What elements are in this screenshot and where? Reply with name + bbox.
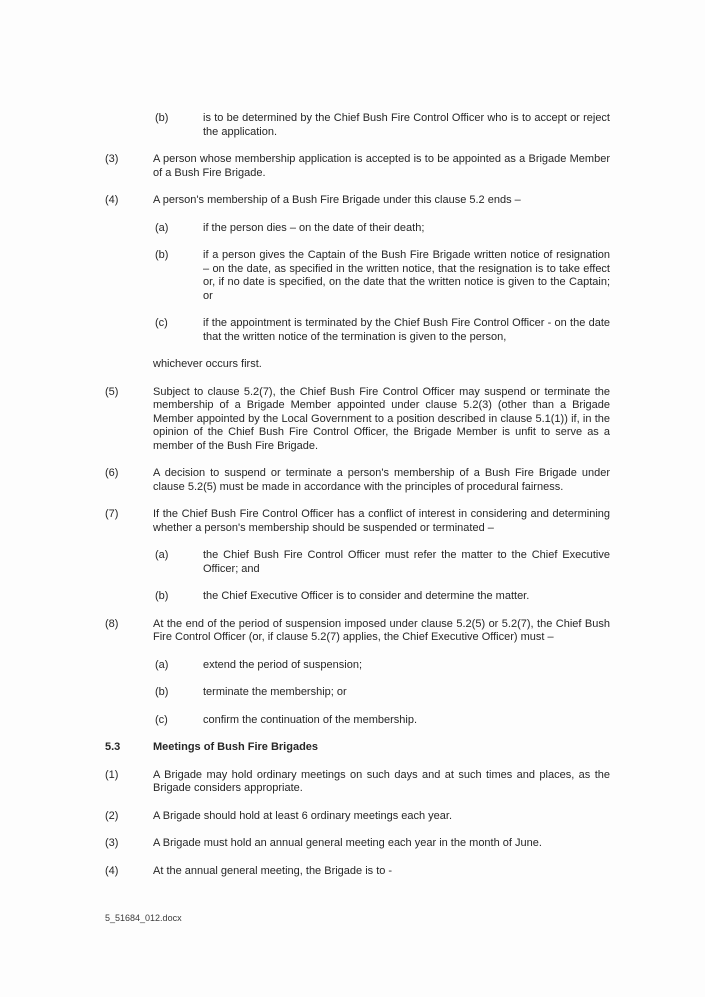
subclause-text: is to be determined by the Chief Bush Fire Control Officer who is to accept or reject the application. (203, 112, 610, 138)
clause-item (105, 769, 610, 796)
subclause-text: the Chief Bush Fire Control Officer must refer the matter to the Chief Executive Officer; and (203, 549, 610, 575)
subclause-text: confirm the continuation of the membership. (203, 713, 418, 726)
subclause-item (155, 659, 610, 673)
subclause-item (155, 222, 610, 236)
section-title: Meetings of Bush Fire Brigades (153, 741, 319, 753)
clause-label: (7) (105, 508, 119, 520)
subclause-item (155, 686, 610, 700)
clause-label: (5) (105, 385, 119, 398)
subclause-label: (b) (155, 590, 169, 602)
clause-text: Subject to clause 5.2(7), the Chief Bush Fire Control Officer may suspend or terminate the membership of a Brigade Member appointed under clause 5.2(3) (other than a Brigade Member appointed by the Local Government to a position described in clause 5.1(1)) if, in the opinion of the Chief Bush Fire Control Officer, the Brigade Member is unfit to serve as a member of the Bush Fire Brigade. (153, 385, 610, 452)
document-content (105, 112, 610, 892)
clause-text: At the end of the period of suspension imposed under clause 5.2(5) or 5.2(7), the Chief Bush Fire Control Officer (or, if clause 5.2(7) applies, the Chief Executive Officer) must – (153, 617, 610, 643)
subclause-label: (a) (155, 549, 169, 561)
clause-item (105, 618, 610, 645)
clause-item (105, 386, 610, 454)
clause-text: A decision to suspend or terminate a person's membership of a Bush Fire Brigade under clause 5.2(5) must be made in accordance with the principles of procedural fairness. (153, 467, 610, 493)
subclause-item (155, 317, 610, 344)
clause-text: A Brigade should hold at least 6 ordinary meetings each year. (153, 809, 453, 822)
subclause-item (155, 549, 610, 576)
clause-item (105, 153, 610, 180)
clause-continuation-text: whichever occurs first. (153, 358, 262, 370)
subclause-text: if the appointment is terminated by the Chief Bush Fire Control Officer - on the date that the written notice of the termination is given to the person, (203, 317, 610, 343)
clause-item (105, 865, 610, 879)
subclause-label: (a) (155, 221, 169, 234)
clause-label: (4) (105, 194, 119, 206)
clause-text: A person's membership of a Bush Fire Brigade under this clause 5.2 ends – (153, 194, 521, 206)
clause-text: A Brigade must hold an annual general meeting each year in the month of June. (153, 837, 542, 849)
subclause-label: (b) (155, 112, 169, 124)
section-number: 5.3 (105, 741, 121, 753)
clause-item (105, 467, 610, 494)
subclause-text: terminate the membership; or (203, 686, 347, 698)
clause-label: (6) (105, 467, 119, 479)
clause-text: At the annual general meeting, the Brigade is to - (153, 864, 393, 877)
footer-filename: 5_51684_012.docx (105, 913, 182, 923)
subclause-item (155, 714, 610, 728)
clause-label: (3) (105, 153, 119, 165)
clause-text: A Brigade may hold ordinary meetings on such days and at such times and places, as the Brigade considers appropriate. (153, 768, 610, 794)
section-heading (105, 741, 610, 755)
clause-label: (8) (105, 617, 119, 630)
subclause-label: (b) (155, 686, 169, 698)
subclause-label: (c) (155, 317, 168, 329)
clause-label: (3) (105, 837, 119, 849)
clause-item (105, 508, 610, 535)
clause-label: (1) (105, 768, 119, 781)
subclause-item (155, 112, 610, 139)
subclause-text: if the person dies – on the date of their death; (203, 221, 425, 234)
clause-item (105, 810, 610, 824)
subclause-text: if a person gives the Captain of the Bush Fire Brigade written notice of resignation – on the date, as specified in the written notice, that the resignation is to take effect or, if no date is specified, on the date that the written notice is given to the Captain; or (203, 249, 610, 302)
clause-text: A person whose membership application is accepted is to be appointed as a Brigade Member of a Bush Fire Brigade. (153, 153, 610, 179)
subclause-text: extend the period of suspension; (203, 658, 363, 671)
clause-item (105, 837, 610, 851)
clause-item (105, 194, 610, 208)
subclause-text: the Chief Executive Officer is to consider and determine the matter. (203, 590, 530, 602)
clause-label: (4) (105, 864, 119, 877)
subclause-label: (a) (155, 658, 169, 671)
subclause-item (155, 590, 610, 604)
subclause-label: (c) (155, 713, 168, 726)
clause-label: (2) (105, 809, 119, 822)
subclause-label: (b) (155, 249, 169, 261)
subclause-item (155, 249, 610, 303)
clause-text: If the Chief Bush Fire Control Officer has a conflict of interest in considering and determining whether a person's membership should be suspended or terminated – (153, 508, 610, 534)
